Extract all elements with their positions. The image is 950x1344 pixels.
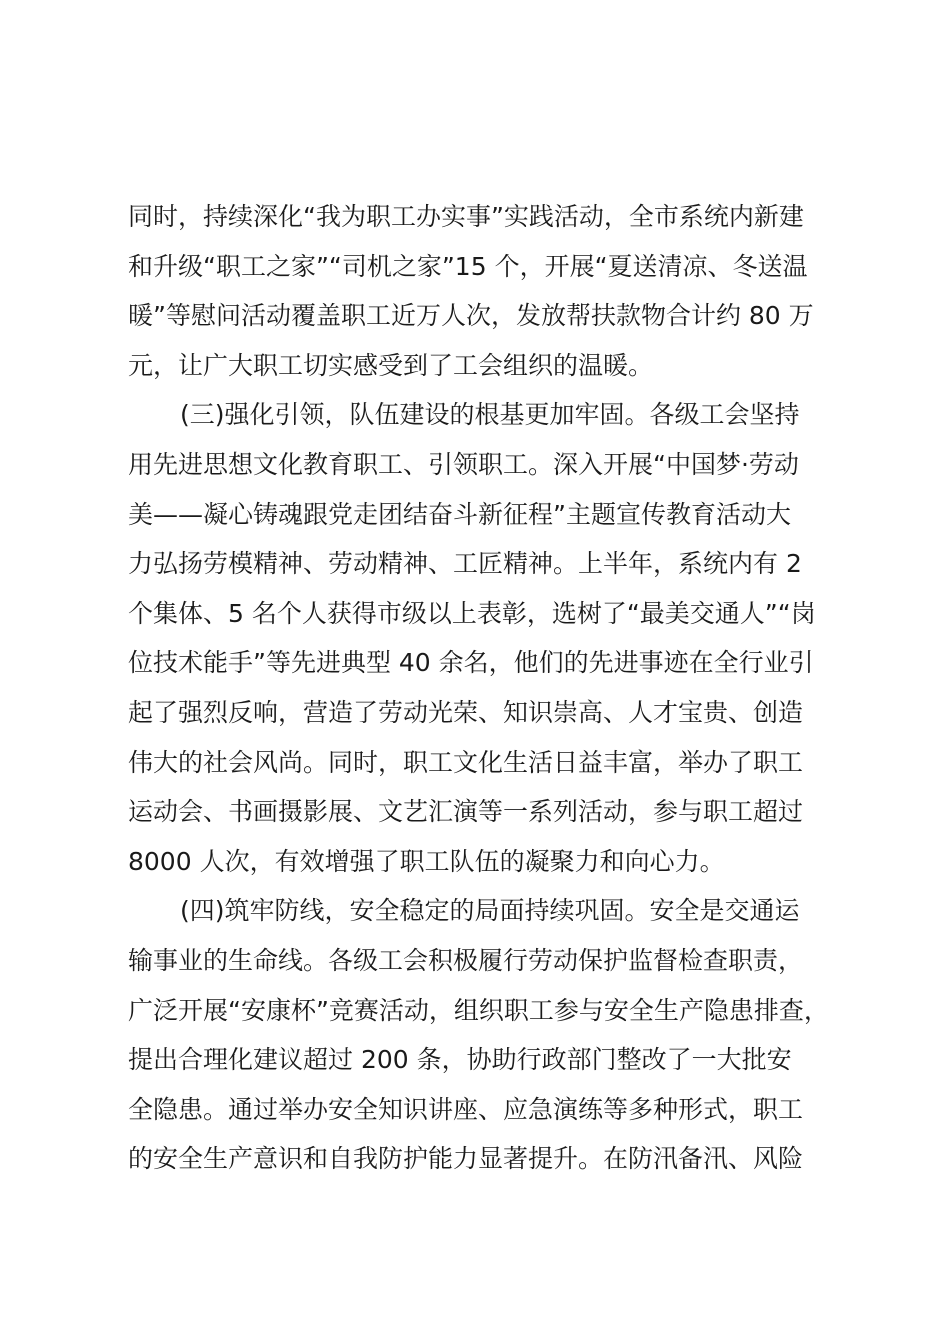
text-line: 输事业的生命线。各级工会积极履行劳动保护监督检查职责， xyxy=(128,945,804,975)
text-line: 美——凝心铸魂跟党走团结奋斗新征程”主题宣传教育活动大 xyxy=(128,499,791,529)
section-heading-line: (三)强化引领，队伍建设的根基更加牢固。各级工会坚持 xyxy=(180,400,800,430)
text-line: 运动会、书画摄影展、文艺汇演等一系列活动，参与职工超过 xyxy=(128,797,804,827)
text-line: 位技术能手”等先进典型 40 余名，他们的先进事迹在全行业引 xyxy=(128,648,814,678)
text-line: 起了强烈反响，营造了劳动光荣、知识崇高、人才宝贵、创造 xyxy=(128,697,804,727)
text-line: 元，让广大职工切实感受到了工会组织的温暖。 xyxy=(128,350,654,380)
text-line: 同时，持续深化“我为职工办实事”实践活动，全市系统内新建 xyxy=(128,202,804,231)
text-line: 全隐患。通过举办安全知识讲座、应急演练等多种形式，职工 xyxy=(128,1094,804,1124)
text-line: 8000 人次，有效增强了职工队伍的凝聚力和向心力。 xyxy=(128,846,725,876)
text-line: 暖”等慰问活动覆盖职工近万人次，发放帮扶款物合计约 80 万 xyxy=(128,301,814,331)
text-line: 个集体、5 名个人获得市级以上表彰，选树了“最美交通人”“岗 xyxy=(128,598,816,628)
section-heading-line: (四)筑牢防线，安全稳定的局面持续巩固。安全是交通运 xyxy=(180,896,800,926)
body-text xyxy=(128,192,828,1184)
text-line: 提出合理化建议超过 200 条，协助行政部门整改了一大批安 xyxy=(128,1045,792,1075)
text-line: 广泛开展“安康杯”竞赛活动，组织职工参与安全生产隐患排查， xyxy=(128,995,829,1025)
text-line: 用先进思想文化教育职工、引领职工。深入开展“中国梦·劳动 xyxy=(128,449,799,479)
text-line: 力弘扬劳模精神、劳动精神、工匠精神。上半年，系统内有 2 xyxy=(128,549,802,579)
text-line: 伟大的社会风尚。同时，职工文化生活日益丰富，举办了职工 xyxy=(128,747,804,777)
text-line: 的安全生产意识和自我防护能力显著提升。在防汛备汛、风险 xyxy=(128,1144,804,1174)
text-line: 和升级“职工之家”“司机之家”15 个，开展“夏送清凉、冬送温 xyxy=(128,251,808,281)
